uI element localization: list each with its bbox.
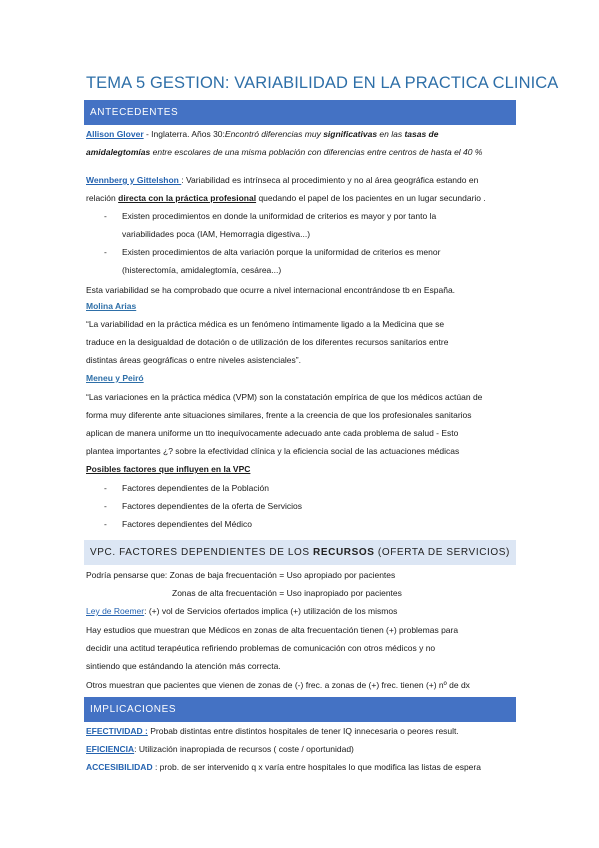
meneu-line-3: aplican de manera uniforme un tto inequívocamente adecuado ante cada problema de salud - Esto bbox=[86, 428, 459, 438]
eficiencia-label: EFICIENCIA bbox=[86, 744, 135, 754]
wennberg-name: Wennberg y Gittelshon bbox=[86, 175, 182, 185]
molina-line-2: traduce en la desigualdad de dotación o de utilización de los diferentes recursos sanitarios entre bbox=[86, 337, 449, 347]
glover-name: Allison Glover bbox=[86, 129, 144, 139]
factor-item: Factores dependientes de la oferta de Servicios bbox=[122, 501, 303, 511]
wennberg-bullet-1-line-1: Existen procedimientos en donde la uniformidad de criterios es mayor y por tanto la bbox=[122, 211, 437, 221]
factor-item: Factores dependientes del Médico bbox=[122, 519, 252, 529]
accesibilidad-line: ACCESIBILIDAD : prob. de ser intervenido q x varía entre hospitales lo que modifica las listas de espera bbox=[86, 762, 481, 772]
wennberg-bullet-1-line-2: variabilidades poca (IAM, Hemorragia digestiva...) bbox=[122, 229, 311, 239]
recursos-line-2: Zonas de alta frecuentación = Uso inapropiado por pacientes bbox=[172, 588, 402, 598]
recursos-line-4: Hay estudios que muestran que Médicos en zonas de alta frecuentación tienen (+) problemas para bbox=[86, 625, 459, 635]
meneu-name: Meneu y Peiró bbox=[86, 373, 144, 383]
factores-title: Posibles factores que influyen en la VPC bbox=[86, 464, 251, 474]
factor-item: Factores dependientes de la Población bbox=[122, 483, 269, 493]
bullet-dash: - bbox=[104, 501, 107, 511]
wennberg-bullet-2-line-2: (histerectomía, amidalegtomía, cesárea...) bbox=[122, 265, 282, 275]
wennberg-bullet-2-line-1: Existen procedimientos de alta variación porque la uniformidad de criterios es menor bbox=[122, 247, 441, 257]
efectividad-label: EFECTIVIDAD : bbox=[86, 726, 148, 736]
section-header-implicaciones: IMPLICACIONES bbox=[84, 697, 516, 722]
meneu-line-2: forma muy diferente ante situaciones similares, frente a la creencia de que los profesionales sanitarios bbox=[86, 410, 472, 420]
efectividad-line: EFECTIVIDAD : Probab distintas entre distintos hospitales de tener IQ innecesaria o peores result. bbox=[86, 726, 459, 736]
molina-name: Molina Arias bbox=[86, 301, 137, 311]
roemer-name: Ley de Roemer bbox=[86, 606, 145, 616]
wennberg-after: Esta variabilidad se ha comprobado que ocurre a nivel internacional encontrándose tb en España. bbox=[86, 285, 456, 295]
bullet-dash: - bbox=[104, 211, 107, 221]
recursos-line-1: Podría pensarse que: Zonas de baja frecuentación = Uso apropiado por pacientes bbox=[86, 570, 396, 580]
meneu-line-1: “Las variaciones en la práctica médica (VPM) son la constatación empírica de que los médicos actúan de bbox=[86, 392, 483, 402]
bullet-dash: - bbox=[104, 483, 107, 493]
page-title: TEMA 5 GESTION: VARIABILIDAD EN LA PRACTICA CLINICA bbox=[86, 74, 559, 92]
bullet-dash: - bbox=[104, 247, 107, 257]
accesibilidad-label: ACCESIBILIDAD bbox=[86, 762, 153, 772]
glover-line-1: Allison Glover - Inglaterra. Años 30:Encontró diferencias muy significativas en las tasas de bbox=[86, 129, 439, 139]
bullet-dash: - bbox=[104, 519, 107, 529]
molina-line-1: “La variabilidad en la práctica médica es un fenómeno íntimamente ligado a la Medicina que se bbox=[86, 319, 445, 329]
section-header-recursos: VPC. FACTORES DEPENDIENTES DE LOS RECURSOS (OFERTA DE SERVICIOS) bbox=[84, 540, 516, 565]
meneu-line-4: plantea importantes ¿? sobre la efectividad clínica y la eficiencia social de las actuaciones médicas bbox=[86, 446, 460, 456]
recursos-line-6: sintiendo que estándando la atención más correcta. bbox=[86, 661, 281, 671]
roemer-line: Ley de Roemer: (+) vol de Servicios ofertados implica (+) utilización de los mismos bbox=[86, 606, 398, 616]
recursos-line-7: Otros muestran que pacientes que vienen de zonas de (-) frec. a zonas de (+) frec. tienen (+) nº de dx bbox=[86, 680, 470, 690]
wennberg-line-1: Wennberg y Gittelshon : Variabilidad es intrínseca al procedimiento y no al área geográfica estando en bbox=[86, 175, 479, 185]
eficiencia-line: EFICIENCIA: Utilización inapropiada de recursos ( coste / oportunidad) bbox=[86, 744, 354, 754]
section-header-antecedentes: ANTECEDENTES bbox=[84, 100, 516, 125]
molina-line-3: distintas áreas geográficas o entre niveles asistenciales”. bbox=[86, 355, 301, 365]
recursos-line-5: decidir una actitud terapéutica refiriendo problemas de comunicación con otros médicos y no bbox=[86, 643, 436, 653]
wennberg-line-2: relación directa con la práctica profesional quedando el papel de los pacientes en un lugar secundario . bbox=[86, 193, 486, 203]
glover-line-2: amidalegtomías entre escolares de una misma población con diferencias entre centros de hasta el 40 % bbox=[86, 147, 483, 157]
